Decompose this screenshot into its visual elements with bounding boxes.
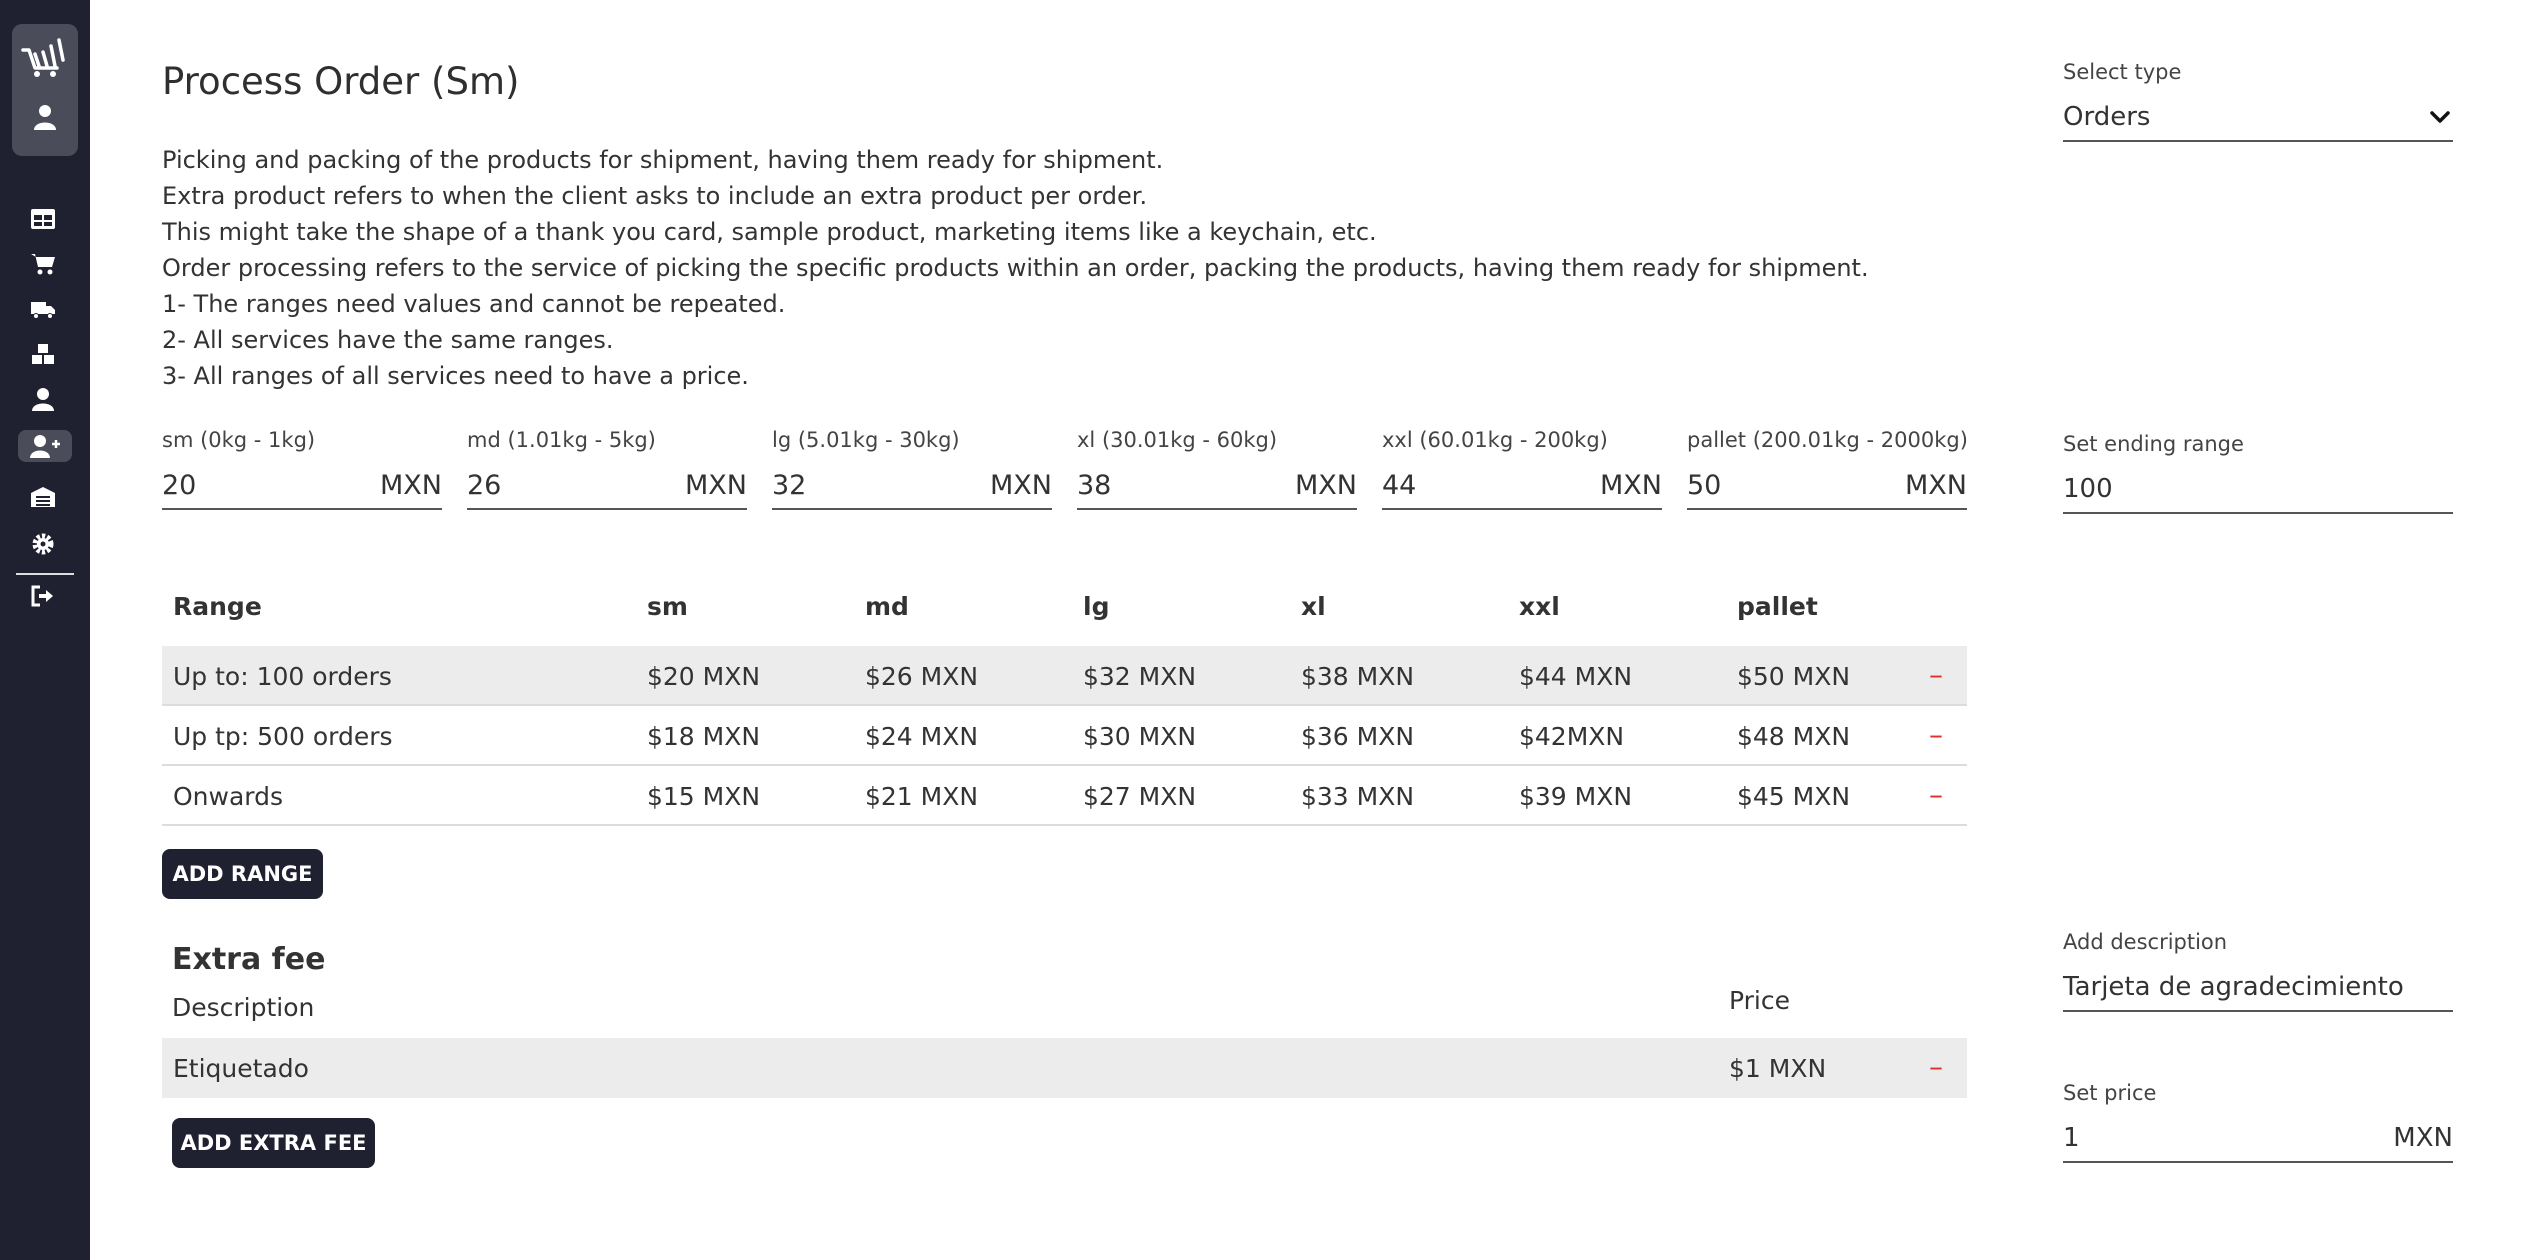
add-description-field (2063, 930, 2453, 1012)
add-description-label: Add description (2063, 930, 2228, 954)
set-price-label: Set price (2063, 1081, 2157, 1105)
currency-suffix: MXN (1295, 470, 1357, 501)
price-cell: $45 MXN (1737, 782, 1851, 811)
table-icon[interactable] (29, 206, 57, 232)
price-cell: $36 MXN (1301, 722, 1415, 751)
user-plus-icon[interactable] (18, 430, 72, 462)
price-cell: $50 MXN (1737, 662, 1851, 691)
page-title: Process Order (Sm) (162, 60, 520, 103)
extra-fee-description-header: Description (172, 993, 315, 1022)
truck-icon[interactable] (29, 296, 57, 322)
size-field-label: sm (0kg - 1kg) (162, 428, 316, 452)
price-cell: $24 MXN (865, 722, 979, 751)
add-description-input[interactable] (2063, 970, 2453, 1012)
ending-range-value[interactable]: 100 (2063, 474, 2113, 504)
table-header (162, 576, 1967, 646)
size-field-label: xl (30.01kg - 60kg) (1077, 428, 1278, 452)
price-cell: $48 MXN (1737, 722, 1851, 751)
user-icon[interactable] (29, 386, 57, 412)
ending-range-field (2063, 432, 2453, 514)
extra-fee-price: $1 MXN (1729, 1054, 1827, 1083)
size-price-input[interactable] (467, 468, 747, 510)
description-line: Picking and packing of the products for shipment, having them ready for shipment. (162, 146, 1164, 174)
size-price-value[interactable]: 38 (1077, 470, 1112, 501)
sidebar-divider (16, 573, 74, 575)
ending-range-input[interactable] (2063, 472, 2453, 514)
currency-suffix: MXN (380, 470, 442, 501)
currency-suffix: MXN (1905, 470, 1967, 501)
price-cell: $27 MXN (1083, 782, 1197, 811)
size-price-input[interactable] (162, 468, 442, 510)
set-price-value[interactable]: 1 (2063, 1123, 2080, 1153)
cart-icon[interactable] (29, 251, 57, 277)
remove-range-button[interactable]: – (1929, 718, 1943, 751)
set-price-field (2063, 1081, 2453, 1163)
size-price-input[interactable] (1687, 468, 1967, 510)
column-header: sm (647, 592, 688, 621)
size-field-label: xxl (60.01kg - 200kg) (1382, 428, 1608, 452)
chevron-down-icon[interactable] (2429, 106, 2451, 128)
size-field-xl (1077, 428, 1357, 510)
warehouse-icon[interactable] (29, 484, 57, 510)
remove-range-button[interactable]: – (1929, 778, 1943, 811)
description-line: 1- The ranges need values and cannot be repeated. (162, 290, 786, 318)
size-field-lg (772, 428, 1052, 510)
add-range-button[interactable]: ADD RANGE (162, 849, 323, 899)
range-cell: Up tp: 500 orders (173, 722, 393, 751)
size-price-value[interactable]: 20 (162, 470, 197, 501)
range-cell: Up to: 100 orders (173, 662, 392, 691)
logo-cart-icon[interactable] (21, 38, 69, 78)
price-cell: $20 MXN (647, 662, 761, 691)
description-line: Extra product refers to when the client asks to include an extra product per order. (162, 182, 1148, 210)
price-cell: $32 MXN (1083, 662, 1197, 691)
price-cell: $30 MXN (1083, 722, 1197, 751)
add-description-value[interactable]: Tarjeta de agradecimiento (2063, 972, 2404, 1002)
size-field-xxl (1382, 428, 1662, 510)
select-type-field (2063, 60, 2453, 142)
size-field-sm (162, 428, 442, 510)
range-cell: Onwards (173, 782, 284, 811)
table-row (162, 646, 1967, 706)
size-field-label: lg (5.01kg - 30kg) (772, 428, 960, 452)
size-field-pallet (1687, 428, 1967, 510)
set-price-input[interactable] (2063, 1121, 2453, 1163)
ranges-table (162, 576, 1967, 826)
currency-suffix: MXN (1600, 470, 1662, 501)
logout-icon[interactable] (29, 583, 57, 609)
select-type-dropdown[interactable] (2063, 100, 2453, 142)
column-header: xxl (1519, 592, 1560, 621)
size-field-label: pallet (200.01kg - 2000kg) (1687, 428, 1968, 452)
gear-icon[interactable] (29, 531, 57, 557)
user-icon[interactable] (33, 104, 57, 130)
description-line: Order processing refers to the service of picking the specific products within an order, packing the products, having them ready for shipment. (162, 254, 1869, 282)
price-cell: $33 MXN (1301, 782, 1415, 811)
page-description (162, 142, 1962, 394)
price-cell: $26 MXN (865, 662, 979, 691)
table-row (162, 766, 1967, 826)
price-cell: $21 MXN (865, 782, 979, 811)
currency-suffix: MXN (685, 470, 747, 501)
column-header: pallet (1737, 592, 1818, 621)
size-price-value[interactable]: 50 (1687, 470, 1722, 501)
sidebar (0, 0, 90, 1260)
description-line: 3- All ranges of all services need to have a price. (162, 362, 749, 390)
column-header: md (865, 592, 909, 621)
column-header: Range (173, 592, 262, 621)
boxes-icon[interactable] (29, 341, 57, 367)
price-cell: $15 MXN (647, 782, 761, 811)
extra-fee-price-header: Price (1729, 986, 1790, 1015)
column-header: xl (1301, 592, 1326, 621)
price-cell: $39 MXN (1519, 782, 1633, 811)
size-price-input[interactable] (772, 468, 1052, 510)
select-type-value[interactable]: Orders (2063, 102, 2151, 132)
add-extra-fee-button[interactable]: ADD EXTRA FEE (172, 1118, 375, 1168)
size-price-value[interactable]: 26 (467, 470, 502, 501)
currency-suffix: MXN (2393, 1123, 2453, 1153)
extra-fee-row (162, 1038, 1967, 1098)
table-row (162, 706, 1967, 766)
size-field-md (467, 428, 747, 510)
size-price-value[interactable]: 32 (772, 470, 807, 501)
size-price-input[interactable] (1382, 468, 1662, 510)
description-line: This might take the shape of a thank you card, sample product, marketing items like a keychain, etc. (162, 218, 1377, 246)
currency-suffix: MXN (990, 470, 1052, 501)
price-cell: $18 MXN (647, 722, 761, 751)
size-price-input[interactable] (1077, 468, 1357, 510)
ending-range-label: Set ending range (2063, 432, 2244, 456)
remove-range-button[interactable]: – (1929, 658, 1943, 691)
size-field-label: md (1.01kg - 5kg) (467, 428, 656, 452)
size-price-value[interactable]: 44 (1382, 470, 1417, 501)
extra-fee-title: Extra fee (172, 942, 326, 977)
select-type-label: Select type (2063, 60, 2182, 84)
extra-fee-description: Etiquetado (173, 1054, 309, 1083)
price-cell: $38 MXN (1301, 662, 1415, 691)
column-header: lg (1083, 592, 1110, 621)
price-cell: $44 MXN (1519, 662, 1633, 691)
description-line: 2- All services have the same ranges. (162, 326, 614, 354)
price-cell: $42MXN (1519, 722, 1625, 751)
remove-extra-fee-button[interactable]: – (1929, 1050, 1943, 1083)
sidebar-header (12, 24, 78, 156)
